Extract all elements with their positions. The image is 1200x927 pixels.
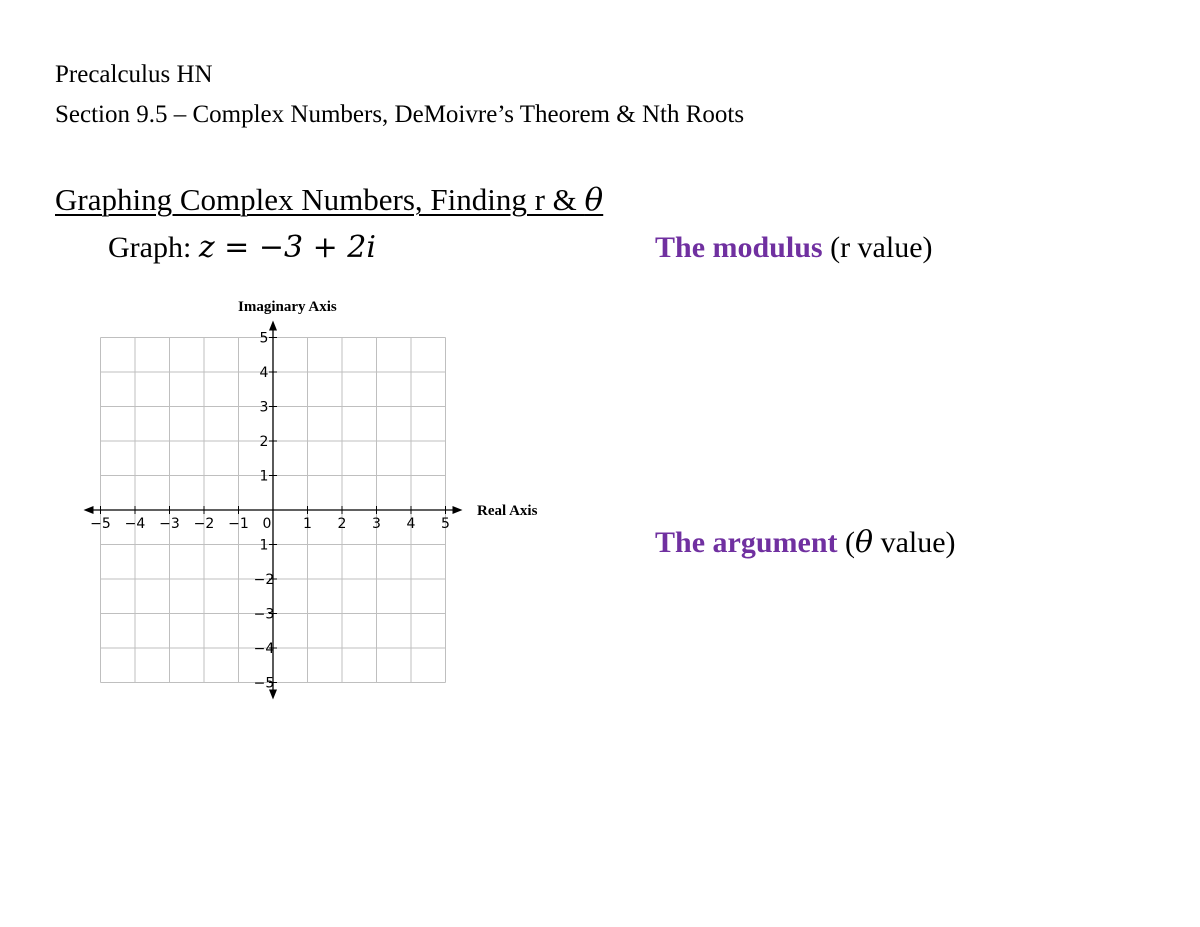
y-tick-label: −4	[253, 641, 275, 657]
heading-theta: θ	[584, 182, 604, 218]
x-tick-label: 0	[262, 516, 272, 532]
y-tick-label: 1	[259, 537, 269, 554]
y-tick-label: 3	[259, 399, 269, 416]
x-tick-label: −2	[193, 516, 215, 532]
x-tick-label: −1	[228, 516, 249, 532]
imaginary-axis-title: Imaginary Axis	[238, 299, 337, 315]
course-title: Precalculus HN	[55, 61, 213, 88]
x-tick-label: −4	[124, 516, 146, 532]
imaginary-axis-arrow-up	[269, 321, 277, 331]
x-tick-label: 4	[406, 516, 416, 532]
y-tick-label: 1	[259, 468, 269, 485]
argument-theta: θ	[855, 525, 874, 560]
complex-plane	[70, 290, 570, 720]
heading-text: Graphing Complex Numbers, Finding r &	[55, 182, 585, 217]
argument-note-open: (	[837, 526, 855, 559]
argument-term: The argument	[655, 526, 838, 559]
argument-note-close: value)	[873, 526, 956, 559]
y-tick-label: −3	[253, 606, 275, 623]
modulus-term: The modulus	[655, 231, 823, 264]
x-tick-label: 5	[441, 516, 450, 532]
y-tick-label: 5	[259, 330, 269, 347]
page-heading	[55, 184, 603, 216]
x-tick-label: 2	[337, 516, 347, 532]
graph-prompt	[108, 230, 376, 265]
modulus-note: (r value)	[822, 231, 933, 264]
y-tick-label: 2	[259, 434, 269, 450]
real-axis-arrow-left	[84, 506, 94, 514]
x-tick-label: −3	[159, 516, 180, 532]
x-tick-label: −5	[90, 516, 111, 532]
graph-expression: z = −3 + 2i	[198, 230, 376, 265]
x-tick-label: 1	[303, 516, 312, 532]
y-tick-label: 4	[259, 365, 269, 381]
real-axis-arrow-right	[453, 506, 463, 514]
x-tick-label: 3	[372, 516, 381, 532]
y-tick-label: −2	[253, 572, 275, 588]
modulus-prompt	[655, 233, 933, 263]
section-title: Section 9.5 – Complex Numbers, DeMoivre’s Theorem & Nth Roots	[55, 101, 745, 128]
y-tick-label: −5	[253, 675, 275, 692]
real-axis-title: Real Axis	[477, 503, 538, 519]
graph-label: Graph:	[108, 231, 199, 264]
argument-prompt	[655, 525, 956, 560]
